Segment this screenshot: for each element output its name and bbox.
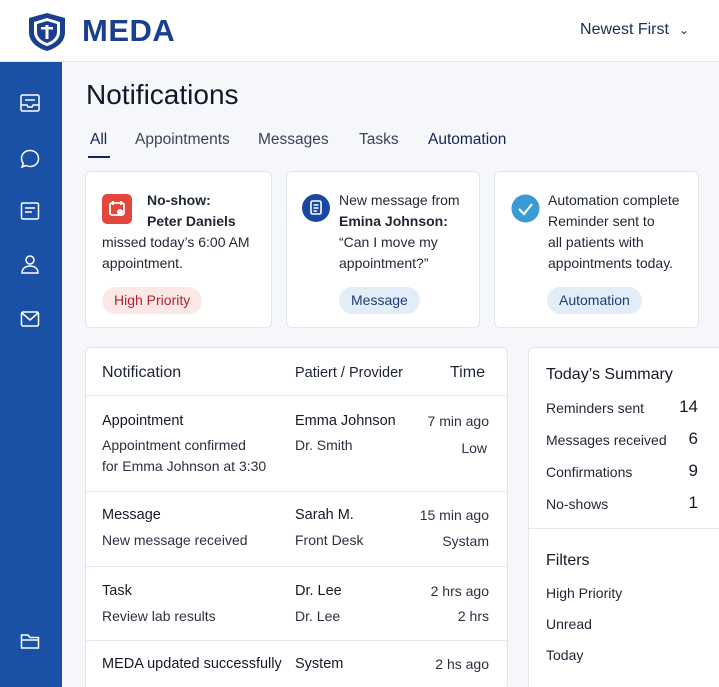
row-divider — [86, 640, 507, 641]
row-time: 15 min ago — [419, 507, 489, 523]
summary-noshows — [546, 493, 698, 512]
summary-value: 9 — [688, 461, 698, 480]
filter-today[interactable]: Today — [546, 647, 584, 663]
summary-messages — [546, 429, 698, 448]
mail-icon[interactable] — [19, 308, 41, 330]
row-description: Review lab results — [102, 608, 216, 624]
row-provider: Dr. Smith — [295, 437, 353, 453]
row-title: MEDA updated successfully — [102, 656, 282, 672]
active-tab-indicator — [88, 156, 110, 158]
summary-label: No-shows — [546, 496, 609, 512]
calendar-alert-icon — [102, 194, 132, 224]
filter-high-priority[interactable]: High Priority — [546, 585, 623, 601]
summary-value: 1 — [688, 493, 698, 512]
top-header — [0, 0, 719, 62]
summary-panel — [528, 347, 719, 687]
row-divider — [86, 491, 507, 492]
row-description: Appointment confirmed — [102, 437, 246, 453]
tab-messages[interactable]: Messages — [258, 131, 329, 148]
row-provider: Dr. Lee — [295, 608, 341, 624]
row-tag: 2 hrs — [457, 608, 489, 624]
notification-card-noshow[interactable] — [85, 171, 272, 328]
sidebar — [0, 62, 62, 687]
row-time: 7 min ago — [427, 413, 489, 429]
tab-automation[interactable]: Automation — [428, 131, 507, 148]
card-line-2: Reminder sent to — [548, 213, 655, 229]
row-patient: Sarah M. — [295, 507, 354, 523]
sort-dropdown[interactable] — [580, 21, 689, 39]
summary-value: 6 — [688, 429, 698, 448]
chevron-down-icon: ⌄ — [678, 23, 689, 37]
row-time: 2 hrs ago — [430, 583, 489, 599]
summary-divider — [529, 528, 719, 529]
summary-value: 14 — [679, 397, 698, 416]
row-patient: Emma Johnson — [295, 413, 396, 429]
card-line-3: “Can I move my — [339, 234, 438, 250]
row-title: Task — [102, 583, 132, 599]
card-line-4: appointment. — [102, 255, 183, 271]
notification-card-automation[interactable] — [494, 171, 699, 328]
card-line-3: all patients with — [548, 234, 644, 250]
notification-table — [85, 347, 508, 687]
summary-label: Reminders sent — [546, 400, 645, 416]
row-description-2: for Emma Johnson at 3:30 — [102, 458, 267, 474]
card-line-3: missed today’s 6:00 AM — [102, 234, 250, 250]
row-time: 2 hs ago — [435, 656, 489, 672]
page-title: Notifications — [86, 79, 239, 110]
summary-title: Today’s Summary — [546, 366, 673, 383]
row-divider — [86, 566, 507, 567]
summary-label: Messages received — [546, 432, 667, 448]
summary-label: Confirmations — [546, 464, 633, 480]
row-tag: Low — [461, 440, 487, 456]
shield-logo-icon — [26, 12, 68, 52]
filters-title: Filters — [546, 552, 590, 569]
row-patient: System — [295, 656, 344, 672]
row-description: New message received — [102, 532, 248, 548]
tab-tasks[interactable]: Tasks — [359, 131, 399, 148]
automation-badge[interactable]: Automation — [547, 287, 642, 314]
notification-card-message[interactable] — [286, 171, 480, 328]
card-patient-name: Peter Daniels — [147, 213, 236, 229]
user-icon[interactable] — [19, 253, 41, 275]
summary-confirmations — [546, 461, 698, 480]
tab-appointments[interactable]: Appointments — [135, 131, 230, 148]
brand-name: MEDA — [82, 13, 176, 48]
row-title: Message — [102, 507, 161, 523]
tab-all[interactable]: All — [90, 131, 108, 148]
inbox-icon[interactable] — [19, 92, 41, 114]
row-title: Appointment — [102, 413, 184, 429]
card-sender-name: Emina Johnson: — [339, 213, 448, 229]
message-badge[interactable]: Message — [339, 287, 420, 314]
column-header-provider[interactable]: Patiert / Provider — [295, 365, 403, 381]
row-provider: Front Desk — [295, 532, 364, 548]
row-tag: Systam — [442, 533, 489, 549]
card-line-4: appointment?” — [339, 255, 429, 271]
high-priority-badge[interactable]: High Priority — [102, 287, 202, 314]
header-divider — [86, 395, 507, 396]
card-line-1: New message from — [339, 192, 460, 208]
card-line-1: Automation complete — [548, 192, 680, 208]
folder-icon[interactable] — [19, 630, 41, 652]
card-line-1: No-show: — [147, 192, 211, 208]
sort-label: Newest First — [580, 21, 669, 38]
row-patient: Dr. Lee — [295, 583, 342, 599]
card-line-4: appointments today. — [548, 255, 674, 271]
summary-reminders — [546, 397, 698, 416]
column-header-time[interactable]: Time — [450, 364, 485, 381]
column-header-notification[interactable]: Notification — [102, 364, 182, 381]
document-icon[interactable] — [19, 200, 41, 222]
chat-icon[interactable] — [19, 148, 41, 170]
message-icon — [302, 194, 330, 222]
check-circle-icon — [511, 194, 540, 223]
filter-unread[interactable]: Unread — [546, 616, 592, 632]
